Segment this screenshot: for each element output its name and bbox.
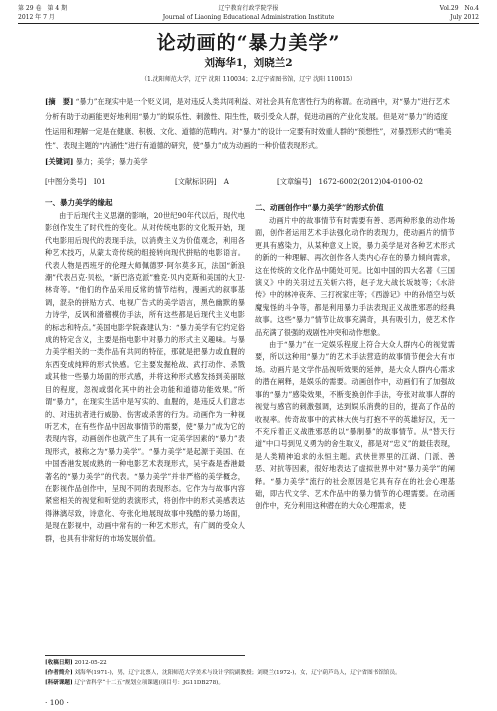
- header-rule: [18, 23, 479, 24]
- publish-date-en: July 2012: [450, 14, 479, 21]
- document-code: [文献标识码] A: [175, 177, 229, 186]
- journal-name-cn: 辽宁教育行政学院学报: [218, 5, 279, 12]
- keywords: [45, 157, 148, 167]
- right-column: [255, 196, 455, 513]
- body-paragraph: 由于“暴力”在一定娱乐程度上符合大众人群内心的视觉需要，所以这种用“暴力”的艺术手法营造的故事情节便会大有市场。动画片是文学作品视听效果的延伸，是大众人群内心需求的潜在阐释，是娱乐的需要。动画创作中，动画们有了加强故事的“暴力”感染效果，不断变换创作手法，夸张对故事人群的视觉与感官的刺激强调，达到娱乐消费的目的，提高了作品的收视率。传奇故事中的武林大侠与打抱不平的英雄好汉，无一不充斥着正义战胜邪恶的以“暴制暴”的故事情节。从“替天行道”中口号到见义勇为的舍生取义，都是对“忠义”的最佳表现，是人类精神追求的永恒主题。武侠世界里的江湖、门派、善恶、对抗等因素，很好地表达了虚拟世界中对“暴力美学”的阐释。“暴力美学”流行的社会原因是它具有存在的社会心理基础，即古代文学、艺术作品中的暴力情节的心理需要。在动画创作中，充分利用这种潜在的大众心理需求，使: [255, 340, 455, 511]
- footnote-author-bio: [作者简介] 刘海华(1971-)，男，辽宁北票人，沈阳师范大学美术与设计学院副教授；刘晓兰(1972-)，女，辽宁葫芦岛人，辽宁省图书馆馆员。: [45, 670, 401, 676]
- footnote-rule: [45, 655, 245, 656]
- section-heading: 二、动画创作中“暴力美学”的形式价值: [255, 203, 384, 212]
- left-column: [45, 196, 245, 545]
- clc-number: [中图分类号] I01: [45, 177, 106, 186]
- volume-issue: 第 29 卷 第 4 期: [18, 5, 68, 12]
- running-header: [18, 4, 479, 30]
- article-number: [文章编号] 1672-6002(2012)04-0100-02: [277, 177, 423, 186]
- section-heading: 一、暴力美学的缘起: [45, 198, 113, 207]
- article-title: 论动画的“暴力美学”: [156, 32, 341, 54]
- footnote-funding: [科研课题] 辽宁省科学“十二五”规划立项课题(项目号：JG11DB278)。: [45, 680, 224, 686]
- author-affiliation: （1.沈阳师范大学，辽宁 沈阳 110034；2.辽宁省图书馆，辽宁 沈阳 110015）: [141, 76, 356, 83]
- header-center: [18, 4, 479, 22]
- body-paragraph: 动画片中的故事情节有时需要有善、恶两种形象的动作场面，创作者运用艺术手法强化动作的表现力，使动画片的情节更具有感染力，从某种意义上说，暴力美学是对各种艺术形式的新的一种理解、再次创作各人类内心存在的暴力倾向需求，这在传统的文化作品中随处可见。比如中国的四大名著《三国演义》中的关羽过五关斩六将，赵子龙大战长坂坡等；《水浒传》中的林冲夜奔、三打祝家庄等；《西游记》中的孙悟空与妖魔鬼怪的斗争等，都是利用暴力手法表现正义战胜邪恶的经典故事。这些“暴力”情节让故事充满奇，具有吸引力，使艺术作品充满了很强的戏剧性冲突和动作想象。: [255, 216, 455, 337]
- keywords-text: 暴力；美学；暴力美学: [75, 157, 148, 166]
- body-paragraph: 由于后现代主义思潮的影响，20世纪90年代以后，现代电影创作发生了时代性的变化。从对传统电影的文化叛开始，现代电影用后现代的表现手法，以消费主义为价值观念，利用各种艺术技巧，从蒙太奇传统的组接转向现代拼贴的电影语言。代表人物是西班牙的伦理大师佩德罗·阿尔莫多瓦，法国“新浪潮”代表吕克·贝松，“新巴洛克派”雅克·贝内克斯和美国的大卫·林奇等。“他们的作品采用反常的情节结构，漫画式的叙事基调，混杂的拼贴方式、电视广告式的美学语言，黑色幽默的暴力诗学，反讽和滑稽模仿手法，所有这些都是后现代主义电影的标志和特点。”美国电影学院森建认为：“暴力美学有它约定俗成的特定含义，主要是指电影中对暴力的形式主义趣味。与暴力美学相关的一类作品有共同的特征，那就是把暴力或血腥的东西变成纯粹的形式快感。它主要发掘枪战、武打动作、杀戮或其他一些暴力场面的形式感，并将这种形式感发扬到美丽眩目的程度，忽视或弱化其中的社会功能和道德功能效果。”所谓“暴力”，在现实生活中是写实的、血腥的，是违反人们意志的、对违抗者进行威胁、伤害或杀害的行为。动画作为一种视听艺术，在有些作品中因故事情节的需要，使“暴力”成为它的表现内容，动画创作也就产生了具有一定美学因素的“暴力”表现形式，被称之为“暴力美学”。“暴力美学”是起源于美国、在中国香港发展成熟的一种电影艺术表现形式，吴宇森是香港最著名的“暴力美学”的代表。“暴力美学”并非严格的美学概念，在影视作品创作中，呈现不同的表现形态。它作为与故事内容紧密相关的视觉和听觉的表演形式，将创作中的形式美感表达得淋漓尽致，诗意化、夸张化地展现故事中残酷的暴力场面，是现在影视中，动画中常有的一种艺术形式，有广阔的受众人群，也具有非常好的市场发展价值。: [45, 211, 245, 543]
- footnotes: [45, 655, 455, 688]
- publish-date: 2012 年 7 月: [18, 14, 55, 21]
- journal-name-en: Journal of Liaoning Educational Administration Institute: [162, 14, 335, 21]
- keywords-label: [关键词]: [45, 157, 74, 166]
- footnote-received: [收稿日期] 2012-05-22: [45, 660, 107, 666]
- abstract: [45, 95, 453, 154]
- article-authors: 刘海华1，刘晓兰2: [204, 57, 293, 69]
- header-right: [440, 4, 479, 22]
- page-number: · 100 ·: [45, 698, 69, 707]
- volume-issue-en: Vol.29 No.4: [439, 5, 479, 12]
- abstract-label: [摘 要]: [45, 97, 74, 106]
- abstract-text: “暴力”在现实中是一个贬义词，是对违反人类共同利益、对社会具有危害性行为的称谓。在动画中，对“暴力”进行艺术分析有助于动画能更好地利用“暴力”的娱乐性、刺激性、阳生性，吸引受众人群，促进动画的产业化发展。但是对“暴力”的适度性运用和理解一定是在健康、积极、文化、道德的范畴内。对“暴力”的设计一定要有时效重人群的“预想性”，对暴烈形式的“唯美性”、表现主题的“内涵性”进行有道德的研究，使“暴力”成为动画的一种价值表现形式。: [45, 97, 452, 151]
